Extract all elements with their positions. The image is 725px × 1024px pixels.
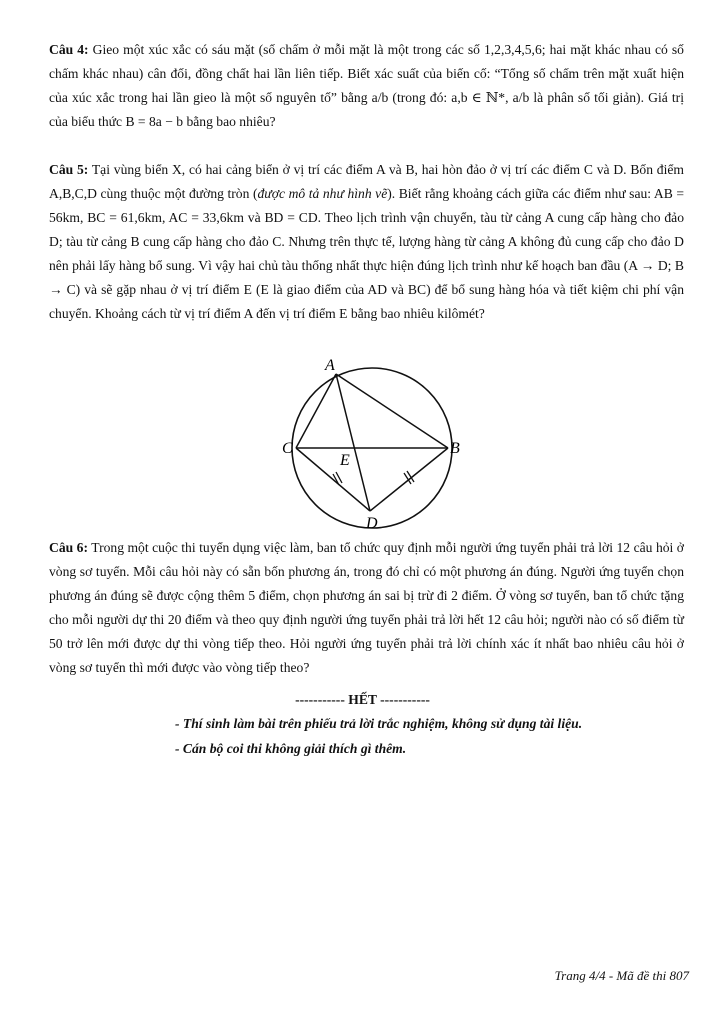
footer-note-1: - Thí sinh làm bài trên phiếu trả lời trắc nghiệm, không sử dụng tài liệu. — [175, 716, 583, 731]
segment-BD — [370, 448, 448, 511]
label-B: B — [450, 440, 460, 457]
segment-CD — [296, 448, 370, 511]
label-C: C — [282, 440, 293, 457]
question-5-text-part1: Tại vùng biển X, có hai cảng biển ở vị trí các điểm A và B, hai hòn đảo ở vị trí các điểm C và D. Bốn điểm A,B,C,D cùng thuộc một đường tròn ( — [49, 162, 684, 201]
label-E: E — [340, 452, 350, 469]
circle-diagram — [270, 352, 470, 532]
footer-note-2: - Cán bộ coi thi không giải thích gì thêm. — [175, 741, 407, 756]
question-5 — [49, 158, 684, 326]
label-D: D — [366, 515, 378, 532]
question-4-label: Câu 4: — [49, 42, 89, 57]
end-marker: ----------- HẾT ----------- — [295, 692, 430, 707]
segment-AD — [336, 374, 370, 511]
circle-figure — [270, 352, 470, 532]
question-4 — [49, 38, 684, 134]
segment-AC — [296, 374, 336, 448]
segment-AB — [336, 374, 448, 448]
page-number: Trang 4/4 - Mã đề thi 807 — [554, 968, 689, 983]
question-5-text-part2: ). Biết rằng khoảng cách giữa các điểm như sau: AB = 56km, BC = 61,6km, AC = 33,6km và BD = CD. Theo lịch trình vận chuyển, tàu từ cảng A cung cấp hàng cho đảo D; tàu từ cảng B cung cấp hàng cho đảo C. Nhưng trên thực tế, lượng hàng từ cảng A không đủ cung cấp cho đảo D nên phải lấy hàng bổ sung. Vì vậy hai chủ tàu thống nhất thực hiện đúng lịch trình như kế hoạch ban đầu (A → D; B → C) và sẽ gặp nhau ở vị trí điểm E (E là giao điểm của AD và BC) để bổ sung hàng hóa và tiết kiệm chi phí vận chuyển. Khoảng cách từ vị trí điểm A đến vị trí điểm E bằng bao nhiêu kilômét? — [49, 186, 685, 321]
question-5-label: Câu 5: — [49, 162, 89, 177]
question-5-text-italic: được mô tả như hình vẽ — [257, 186, 388, 201]
question-6-text: Trong một cuộc thi tuyển dụng việc làm, ban tổ chức quy định mỗi người ứng tuyển phải trả lời 12 câu hỏi ở vòng sơ tuyển. Mỗi câu hỏi này có sẵn bốn phương án, trong đó chỉ có một phương án đúng. Người ứng tuyển chọn phương án đúng sẽ được cộng thêm 5 điểm, chọn phương án sai bị trừ đi 2 điểm. Ở vòng sơ tuyển, ban tổ chức tặng cho mỗi người dự thi 20 điểm và theo quy định người ứng tuyển phải trả lời hết 12 câu hỏi; người nào có số điểm từ 50 trở lên mới được dự thi vòng tiếp theo. Hỏi người ứng tuyển phải trả lời chính xác ít nhất bao nhiêu câu hỏi ở vòng sơ tuyển thì mới được vào vòng tiếp theo? — [49, 540, 684, 675]
question-6-label: Câu 6: — [49, 540, 88, 555]
question-6 — [49, 536, 684, 680]
question-4-text: Gieo một xúc xắc có sáu mặt (số chấm ở mỗi mặt là một trong các số 1,2,3,4,5,6; hai mặt khác nhau có số chấm khác nhau) cân đối, đồng chất hai lần liên tiếp. Biết xác suất của biến cố: “Tổng số chấm trên mặt xuất hiện của xúc xắc trong hai lần gieo là một số nguyên tố” bằng a/b (trong đó: a,b ∈ ℕ*, a/b là phân số tối giản). Giá trị của biểu thức B = 8a − b bằng bao nhiêu? — [49, 42, 684, 129]
label-A: A — [325, 357, 335, 374]
